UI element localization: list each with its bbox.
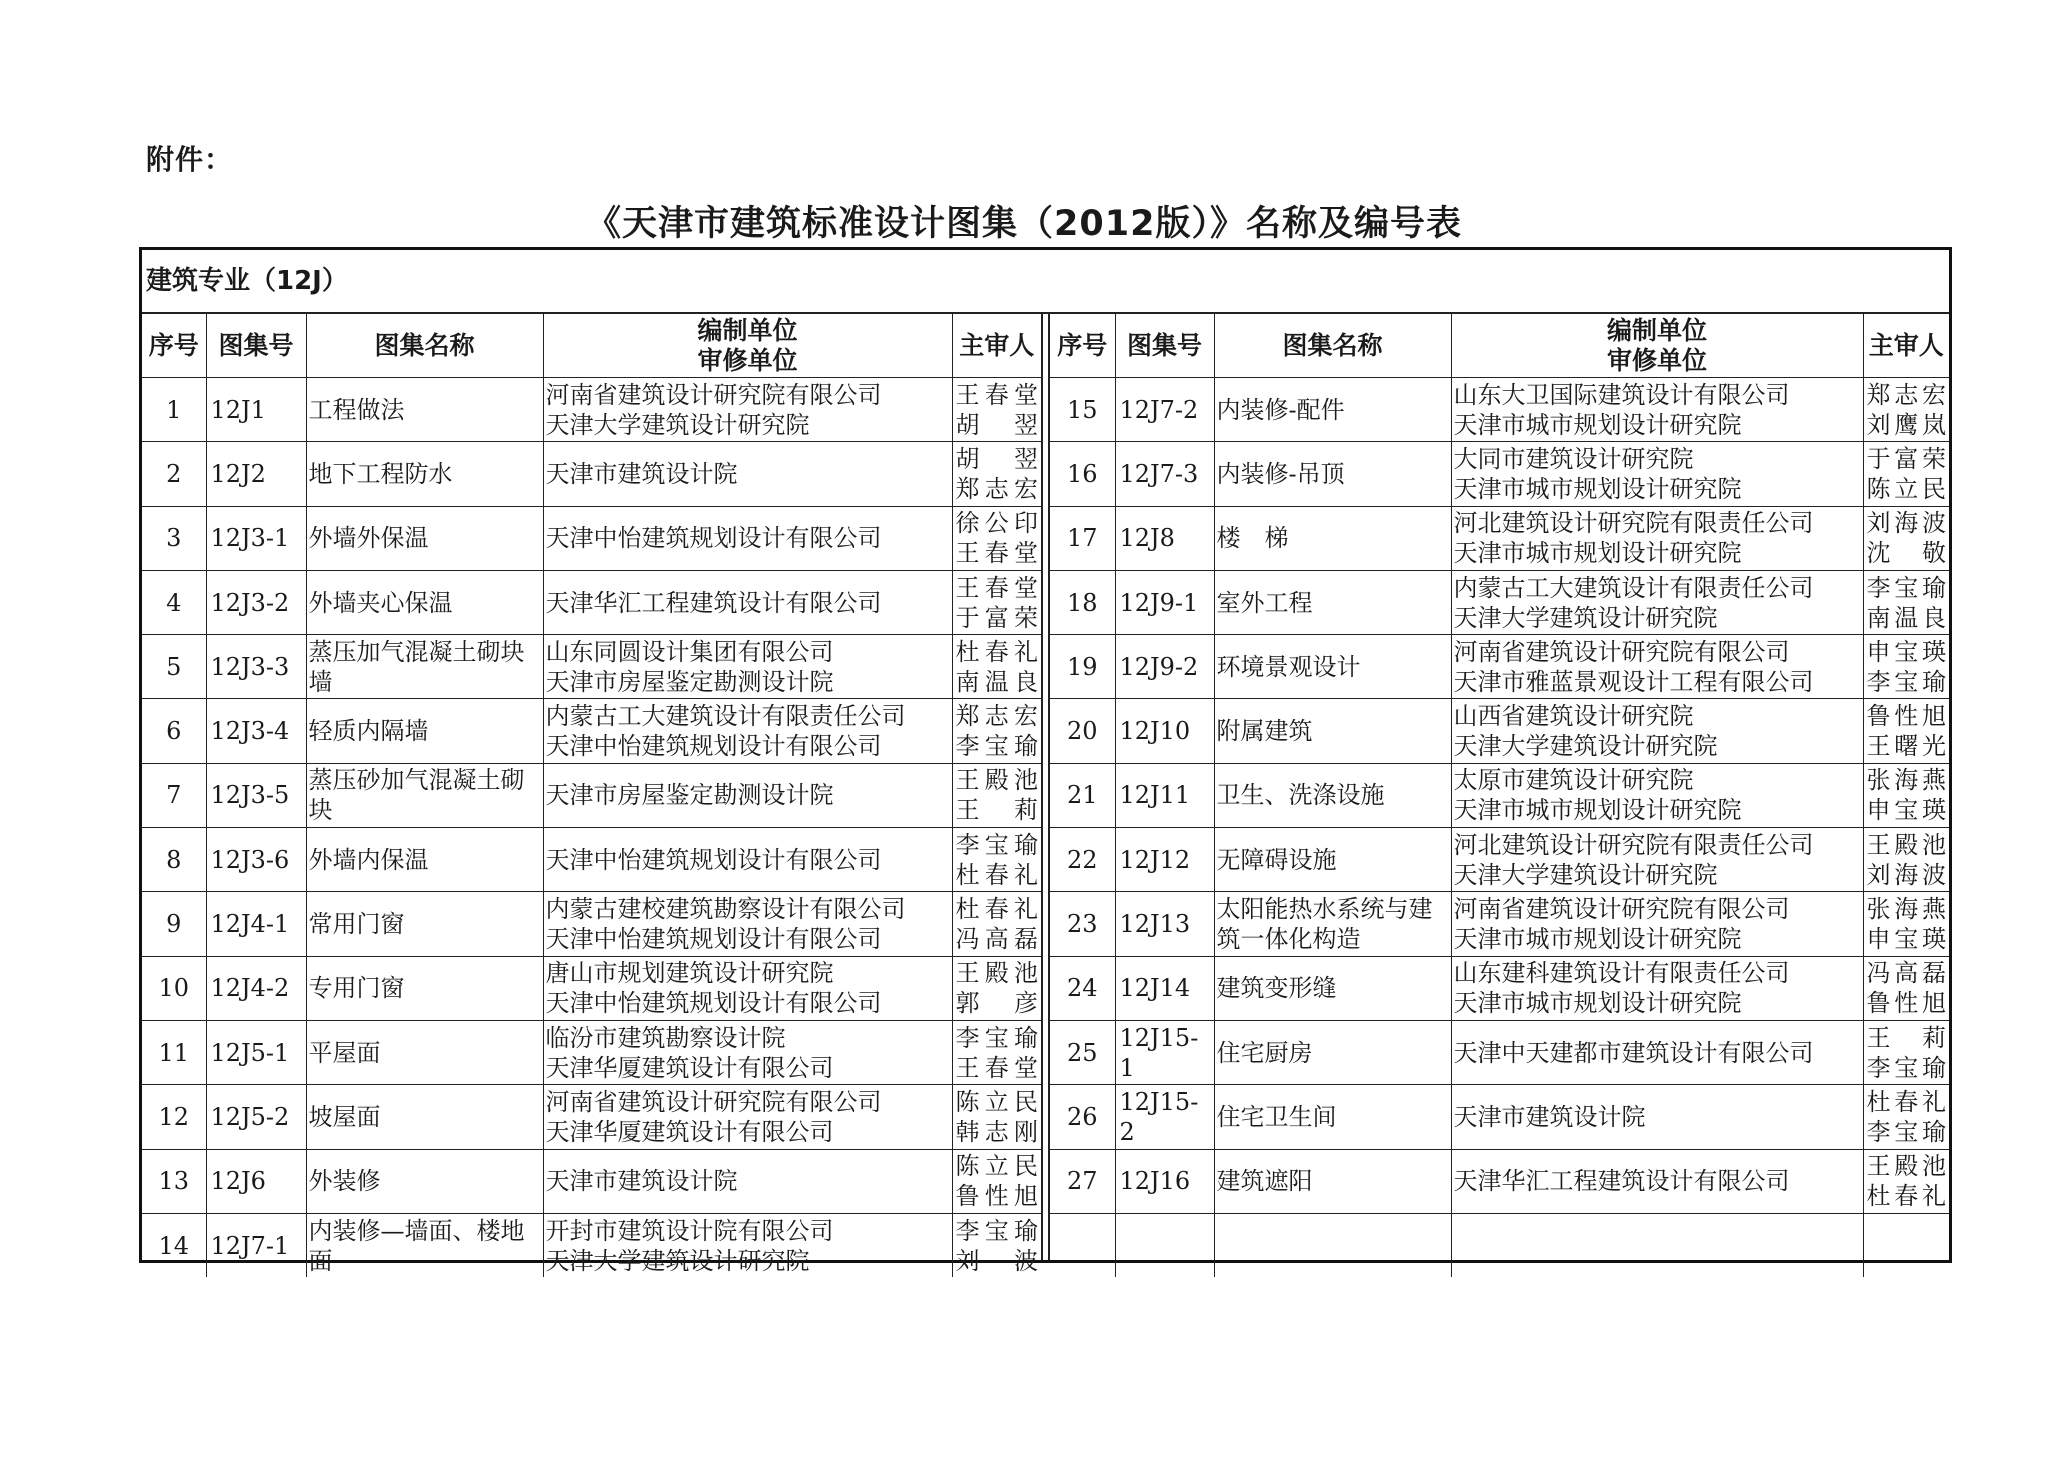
org-line: 河南省建筑设计研究院有限公司 [545, 1087, 882, 1116]
row-reviewers [1863, 570, 1949, 634]
row-code: 12J5-2 [206, 1085, 306, 1149]
row-code: 12J3-4 [206, 699, 306, 763]
org-line: 河南省建筑设计研究院有限公司 [1453, 895, 1790, 924]
reviewer-name: 鲁性旭 [1866, 702, 1946, 731]
org-line: 内蒙古工大建筑设计有限责任公司 [545, 702, 906, 731]
header-org [1451, 314, 1863, 378]
reviewer-name: 王春堂 [955, 380, 1038, 409]
row-org [543, 1085, 952, 1149]
row-seq: 15 [1050, 378, 1115, 442]
row-code [1115, 1213, 1214, 1277]
org-line: 天津市城市规划设计研究院 [1453, 925, 1742, 954]
reviewer-name: 李宝瑜 [955, 830, 1038, 859]
row-code: 12J3-3 [206, 635, 306, 699]
row-name: 环境景观设计 [1214, 635, 1451, 699]
row-org [543, 1213, 952, 1277]
row-reviewers [1863, 1020, 1949, 1084]
table-row [142, 828, 1041, 892]
row-org [1451, 956, 1863, 1020]
row-name: 内装修-配件 [1214, 378, 1451, 442]
row-name: 内装修—墙面、楼地面 [306, 1213, 543, 1277]
reviewer-name: 李宝瑜 [955, 1023, 1038, 1052]
row-seq: 23 [1050, 892, 1115, 956]
row-org [1451, 763, 1863, 827]
reviewer-name: 胡 翌 [955, 410, 1038, 439]
reviewer-name: 李宝瑜 [1866, 573, 1946, 602]
document-title: 《天津市建筑标准设计图集（2012版）》名称及编号表 [586, 204, 1462, 244]
row-name: 外装修 [306, 1149, 543, 1213]
row-org [543, 1149, 952, 1213]
row-reviewers [952, 892, 1041, 956]
org-line: 天津市房屋鉴定勘测设计院 [545, 667, 834, 696]
row-name: 地下工程防水 [306, 442, 543, 506]
org-line: 天津华汇工程建筑设计有限公司 [1453, 1167, 1790, 1196]
table-row [142, 1149, 1041, 1213]
atlas-table-right [1050, 314, 1949, 1277]
org-line: 山东大卫国际建筑设计有限公司 [1453, 380, 1790, 409]
table-row [1050, 956, 1949, 1020]
reviewer-name: 张海燕 [1866, 766, 1946, 795]
row-reviewers [1863, 828, 1949, 892]
section-header: 建筑专业（12J） [142, 250, 1949, 314]
table-row [1050, 570, 1949, 634]
reviewer-name: 刘鹰岚 [1866, 410, 1946, 439]
reviewer-name: 王殿池 [1866, 1152, 1946, 1181]
row-code: 12J10 [1115, 699, 1214, 763]
org-line: 天津市建筑设计院 [545, 1167, 738, 1196]
reviewer-name: 郑志宏 [955, 702, 1038, 731]
row-seq: 21 [1050, 763, 1115, 827]
org-line: 天津大学建筑设计研究院 [1453, 732, 1718, 761]
row-name: 建筑遮阳 [1214, 1149, 1451, 1213]
header-row [142, 314, 1041, 378]
row-org [543, 570, 952, 634]
row-org [1451, 506, 1863, 570]
row-name: 太阳能热水系统与建筑一体化构造 [1214, 892, 1451, 956]
header-org [543, 314, 952, 378]
row-reviewers [952, 699, 1041, 763]
row-reviewers [1863, 506, 1949, 570]
reviewer-name: 冯高磊 [1866, 959, 1946, 988]
reviewer-name: 徐公印 [955, 509, 1038, 538]
org-line: 天津华汇工程建筑设计有限公司 [545, 588, 882, 617]
left-tbody [142, 314, 1041, 1277]
org-line: 开封市建筑设计院有限公司 [545, 1216, 834, 1245]
reviewer-name: 杜春礼 [1866, 1182, 1946, 1211]
reviewer-name: 王曙光 [1866, 732, 1946, 761]
header-code: 图集号 [206, 314, 306, 378]
header-seq: 序号 [1050, 314, 1115, 378]
org-line: 天津市城市规划设计研究院 [1453, 410, 1742, 439]
reviewer-name: 刘 波 [955, 1246, 1038, 1275]
org-line: 天津市城市规划设计研究院 [1453, 989, 1742, 1018]
row-seq: 9 [142, 892, 206, 956]
org-line: 天津市建筑设计院 [1453, 1102, 1646, 1131]
row-seq: 6 [142, 699, 206, 763]
org-line: 河北建筑设计研究院有限责任公司 [1453, 509, 1814, 538]
row-seq: 8 [142, 828, 206, 892]
header-seq: 序号 [142, 314, 206, 378]
reviewer-name: 王 莉 [955, 796, 1038, 825]
row-org [1451, 1149, 1863, 1213]
row-seq: 24 [1050, 956, 1115, 1020]
row-reviewers [1863, 442, 1949, 506]
row-code: 12J8 [1115, 506, 1214, 570]
row-reviewers [1863, 763, 1949, 827]
row-seq: 7 [142, 763, 206, 827]
reviewer-name: 杜春礼 [955, 860, 1038, 889]
row-seq: 2 [142, 442, 206, 506]
row-seq: 3 [142, 506, 206, 570]
row-org [543, 635, 952, 699]
reviewer-name: 王殿池 [1866, 830, 1946, 859]
org-line: 天津市城市规划设计研究院 [1453, 539, 1742, 568]
header-org-line2: 审修单位 [1606, 345, 1707, 375]
standards-table-frame [139, 247, 1952, 1275]
reviewer-name: 于富荣 [1866, 444, 1946, 473]
row-seq: 26 [1050, 1085, 1115, 1149]
row-org [1451, 699, 1863, 763]
row-org [1451, 1213, 1863, 1277]
table-row [1050, 1149, 1949, 1213]
org-line: 天津大学建筑设计研究院 [545, 410, 810, 439]
double-line-divider [1041, 314, 1050, 1260]
row-code: 12J4-2 [206, 956, 306, 1020]
org-line: 天津中怡建筑规划设计有限公司 [545, 845, 882, 874]
row-name: 常用门窗 [306, 892, 543, 956]
row-org [543, 828, 952, 892]
org-line: 天津大学建筑设计研究院 [1453, 860, 1718, 889]
reviewer-name: 南温良 [1866, 603, 1946, 632]
table-row [142, 1085, 1041, 1149]
org-line: 临汾市建筑勘察设计院 [545, 1023, 786, 1052]
reviewer-name: 沈 敬 [1866, 539, 1946, 568]
org-line: 天津大学建筑设计研究院 [1453, 603, 1718, 632]
row-name: 轻质内隔墙 [306, 699, 543, 763]
org-line: 天津中怡建筑规划设计有限公司 [545, 989, 882, 1018]
reviewer-name: 申宝瑛 [1866, 925, 1946, 954]
table-row [1050, 699, 1949, 763]
org-line: 河南省建筑设计研究院有限公司 [1453, 637, 1790, 666]
table-row [142, 506, 1041, 570]
header-row [1050, 314, 1949, 378]
row-org [1451, 570, 1863, 634]
reviewer-name: 郑志宏 [955, 474, 1038, 503]
org-line: 内蒙古工大建筑设计有限责任公司 [1453, 573, 1814, 602]
row-name: 外墙内保温 [306, 828, 543, 892]
row-code: 12J3-6 [206, 828, 306, 892]
table-row [1050, 378, 1949, 442]
org-line: 天津中怡建筑规划设计有限公司 [545, 732, 882, 761]
header-org-line1: 编制单位 [697, 315, 798, 345]
row-reviewers [1863, 892, 1949, 956]
reviewer-name: 王春堂 [955, 539, 1038, 568]
row-name: 蒸压砂加气混凝土砌块 [306, 763, 543, 827]
row-org [543, 699, 952, 763]
row-name: 住宅卫生间 [1214, 1085, 1451, 1149]
org-line: 天津市房屋鉴定勘测设计院 [545, 781, 834, 810]
row-name: 卫生、洗涤设施 [1214, 763, 1451, 827]
org-line: 天津华厦建筑设计有限公司 [545, 1117, 834, 1146]
row-org [543, 442, 952, 506]
row-seq: 27 [1050, 1149, 1115, 1213]
row-org [543, 1020, 952, 1084]
reviewer-name: 申宝瑛 [1866, 637, 1946, 666]
row-reviewers [952, 1085, 1041, 1149]
row-org [1451, 378, 1863, 442]
reviewer-name: 韩志刚 [955, 1117, 1038, 1146]
row-code: 12J11 [1115, 763, 1214, 827]
row-org [1451, 442, 1863, 506]
row-seq: 22 [1050, 828, 1115, 892]
row-org [543, 378, 952, 442]
reviewer-name: 李宝瑜 [955, 1216, 1038, 1245]
row-code: 12J3-5 [206, 763, 306, 827]
org-line: 太原市建筑设计研究院 [1453, 766, 1694, 795]
table-row [142, 1020, 1041, 1084]
org-line: 天津市城市规划设计研究院 [1453, 796, 1742, 825]
row-code: 12J14 [1115, 956, 1214, 1020]
row-reviewers [952, 1020, 1041, 1084]
row-org [543, 956, 952, 1020]
row-code: 12J7-1 [206, 1213, 306, 1277]
row-name: 内装修-吊顶 [1214, 442, 1451, 506]
header-reviewer: 主审人 [1863, 314, 1949, 378]
reviewer-name: 郭 彦 [955, 989, 1038, 1018]
row-reviewers [952, 763, 1041, 827]
org-line: 唐山市规划建筑设计研究院 [545, 959, 834, 988]
org-line: 天津市建筑设计院 [545, 459, 738, 488]
table-row [142, 892, 1041, 956]
reviewer-name: 陈立民 [955, 1152, 1038, 1181]
org-line: 内蒙古建校建筑勘察设计有限公司 [545, 895, 906, 924]
reviewer-name: 王 莉 [1866, 1023, 1946, 1052]
row-code: 12J2 [206, 442, 306, 506]
org-line: 天津华厦建筑设计有限公司 [545, 1053, 834, 1082]
reviewer-name: 刘海波 [1866, 509, 1946, 538]
attachment-label: 附件： [146, 143, 234, 176]
row-seq [1050, 1213, 1115, 1277]
table-row [1050, 763, 1949, 827]
reviewer-name: 杜春礼 [955, 637, 1038, 666]
row-reviewers [952, 442, 1041, 506]
row-reviewers [1863, 956, 1949, 1020]
reviewer-name: 李宝瑜 [1866, 1117, 1946, 1146]
table-row [142, 699, 1041, 763]
row-name: 平屋面 [306, 1020, 543, 1084]
row-reviewers [1863, 1213, 1949, 1277]
header-name: 图集名称 [1214, 314, 1451, 378]
row-code: 12J9-2 [1115, 635, 1214, 699]
row-seq: 11 [142, 1020, 206, 1084]
row-seq: 13 [142, 1149, 206, 1213]
row-code: 12J4-1 [206, 892, 306, 956]
reviewer-name: 王春堂 [955, 1053, 1038, 1082]
table-row [1050, 1213, 1949, 1277]
reviewer-name: 王殿池 [955, 959, 1038, 988]
row-org [1451, 1020, 1863, 1084]
row-code: 12J13 [1115, 892, 1214, 956]
row-name: 建筑变形缝 [1214, 956, 1451, 1020]
row-seq: 12 [142, 1085, 206, 1149]
row-reviewers [1863, 1149, 1949, 1213]
row-seq: 20 [1050, 699, 1115, 763]
header-org-line2: 审修单位 [697, 345, 798, 375]
row-seq: 17 [1050, 506, 1115, 570]
row-name: 附属建筑 [1214, 699, 1451, 763]
table-right-half [1050, 314, 1949, 1260]
table-row [142, 956, 1041, 1020]
header-org-line1: 编制单位 [1606, 315, 1707, 345]
row-seq: 16 [1050, 442, 1115, 506]
row-seq: 1 [142, 378, 206, 442]
row-reviewers [952, 1149, 1041, 1213]
row-org [543, 763, 952, 827]
header-reviewer: 主审人 [952, 314, 1041, 378]
reviewer-name: 南温良 [955, 667, 1038, 696]
row-code: 12J15-1 [1115, 1020, 1214, 1084]
row-org [1451, 1085, 1863, 1149]
row-reviewers [1863, 635, 1949, 699]
row-seq: 14 [142, 1213, 206, 1277]
row-seq: 4 [142, 570, 206, 634]
row-code: 12J15-2 [1115, 1085, 1214, 1149]
row-code: 12J16 [1115, 1149, 1214, 1213]
table-row [1050, 828, 1949, 892]
reviewer-name: 陈立民 [1866, 474, 1946, 503]
row-org [1451, 635, 1863, 699]
row-name: 住宅厨房 [1214, 1020, 1451, 1084]
reviewer-name: 刘海波 [1866, 860, 1946, 889]
row-org [543, 506, 952, 570]
row-name: 工程做法 [306, 378, 543, 442]
row-org [1451, 892, 1863, 956]
org-line: 天津中怡建筑规划设计有限公司 [545, 925, 882, 954]
row-seq: 25 [1050, 1020, 1115, 1084]
reviewer-name: 胡 翌 [955, 444, 1038, 473]
row-name: 坡屋面 [306, 1085, 543, 1149]
reviewer-name: 李宝瑜 [955, 732, 1038, 761]
reviewer-name: 李宝瑜 [1866, 667, 1946, 696]
row-seq: 10 [142, 956, 206, 1020]
table-left-half [142, 314, 1041, 1275]
right-tbody [1050, 314, 1949, 1277]
reviewer-name: 杜春礼 [955, 895, 1038, 924]
org-line: 天津中天建都市建筑设计有限公司 [1453, 1038, 1814, 1067]
row-org [543, 892, 952, 956]
table-row [142, 570, 1041, 634]
table-row [142, 635, 1041, 699]
table-row [1050, 1020, 1949, 1084]
reviewer-name: 王殿池 [955, 766, 1038, 795]
org-line: 河南省建筑设计研究院有限公司 [545, 380, 882, 409]
row-reviewers [952, 635, 1041, 699]
row-reviewers [952, 570, 1041, 634]
row-seq: 5 [142, 635, 206, 699]
reviewer-name: 王春堂 [955, 573, 1038, 602]
row-name: 楼 梯 [1214, 506, 1451, 570]
org-line: 天津市城市规划设计研究院 [1453, 474, 1742, 503]
reviewer-name: 于富荣 [955, 603, 1038, 632]
table-row [1050, 1085, 1949, 1149]
row-code: 12J12 [1115, 828, 1214, 892]
org-line: 河北建筑设计研究院有限责任公司 [1453, 830, 1814, 859]
row-code: 12J7-2 [1115, 378, 1214, 442]
row-reviewers [952, 506, 1041, 570]
row-reviewers [952, 956, 1041, 1020]
row-reviewers [952, 828, 1041, 892]
reviewer-name: 鲁性旭 [1866, 989, 1946, 1018]
row-seq: 18 [1050, 570, 1115, 634]
row-name: 室外工程 [1214, 570, 1451, 634]
row-reviewers [952, 1213, 1041, 1277]
row-code: 12J7-3 [1115, 442, 1214, 506]
org-line: 大同市建筑设计研究院 [1453, 444, 1694, 473]
row-code: 12J3-1 [206, 506, 306, 570]
table-row [1050, 635, 1949, 699]
reviewer-name: 郑志宏 [1866, 380, 1946, 409]
reviewer-name: 李宝瑜 [1866, 1053, 1946, 1082]
row-code: 12J5-1 [206, 1020, 306, 1084]
table-row [1050, 506, 1949, 570]
row-reviewers [952, 378, 1041, 442]
org-line: 山西省建筑设计研究院 [1453, 702, 1694, 731]
row-code: 12J1 [206, 378, 306, 442]
header-code: 图集号 [1115, 314, 1214, 378]
org-line: 山东建科建筑设计有限责任公司 [1453, 959, 1790, 988]
table-row [142, 378, 1041, 442]
org-line: 天津市雅蓝景观设计工程有限公司 [1453, 667, 1814, 696]
reviewer-name: 冯高磊 [955, 925, 1038, 954]
reviewer-name: 陈立民 [955, 1087, 1038, 1116]
row-code: 12J9-1 [1115, 570, 1214, 634]
row-reviewers [1863, 1085, 1949, 1149]
row-org [1451, 828, 1863, 892]
row-name: 外墙夹心保温 [306, 570, 543, 634]
table-row [142, 763, 1041, 827]
row-reviewers [1863, 699, 1949, 763]
row-name: 外墙外保温 [306, 506, 543, 570]
row-code: 12J3-2 [206, 570, 306, 634]
table-row [1050, 892, 1949, 956]
row-name: 专用门窗 [306, 956, 543, 1020]
row-reviewers [1863, 378, 1949, 442]
atlas-table-left [142, 314, 1041, 1277]
org-line: 天津中怡建筑规划设计有限公司 [545, 524, 882, 553]
row-seq: 19 [1050, 635, 1115, 699]
table-row [142, 1213, 1041, 1277]
table-row [142, 442, 1041, 506]
org-line: 山东同圆设计集团有限公司 [545, 637, 834, 666]
org-line: 天津大学建筑设计研究院 [545, 1246, 810, 1275]
reviewer-name: 杜春礼 [1866, 1087, 1946, 1116]
row-code: 12J6 [206, 1149, 306, 1213]
row-name: 蒸压加气混凝土砌块墙 [306, 635, 543, 699]
header-name: 图集名称 [306, 314, 543, 378]
row-name [1214, 1213, 1451, 1277]
table-row [1050, 442, 1949, 506]
row-name: 无障碍设施 [1214, 828, 1451, 892]
reviewer-name: 鲁性旭 [955, 1182, 1038, 1211]
reviewer-name: 张海燕 [1866, 895, 1946, 924]
reviewer-name: 申宝瑛 [1866, 796, 1946, 825]
